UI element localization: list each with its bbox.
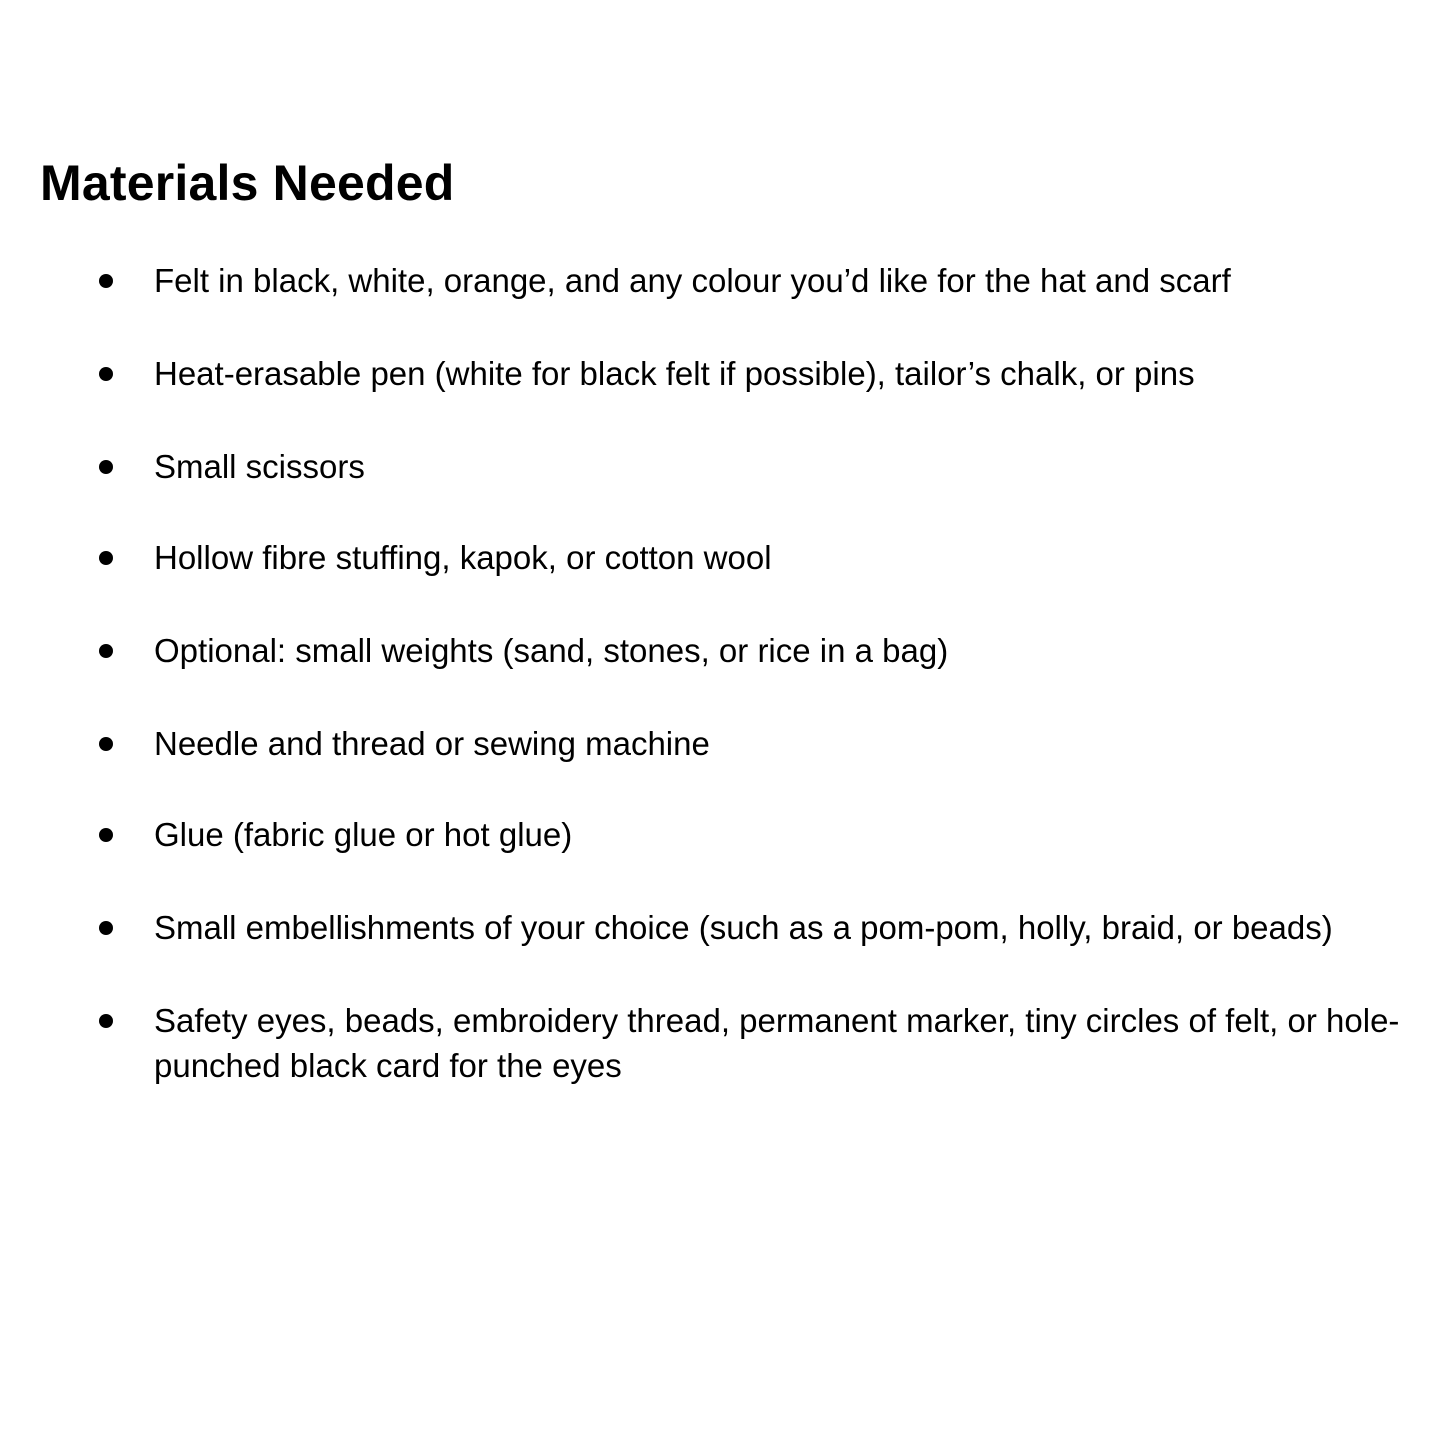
- bullet-icon: [99, 828, 113, 842]
- list-item-text: Glue (fabric glue or hot glue): [154, 816, 573, 853]
- list-item-text: Safety eyes, beads, embroidery thread, permanent marker, tiny circles of felt, or hole-punched black card for the eyes: [154, 1002, 1400, 1084]
- bullet-icon: [99, 737, 113, 751]
- bullet-icon: [99, 274, 113, 288]
- list-item-text: Felt in black, white, orange, and any colour you’d like for the hat and scarf: [154, 262, 1231, 299]
- bullet-icon: [99, 460, 113, 474]
- bullet-icon: [99, 1014, 113, 1028]
- list-item-text: Hollow fibre stuffing, kapok, or cotton wool: [154, 539, 772, 576]
- list-item-text: Optional: small weights (sand, stones, or rice in a bag): [154, 632, 949, 669]
- bullet-icon: [99, 551, 113, 565]
- list-item-text: Heat-erasable pen (white for black felt if possible), tailor’s chalk, or pins: [154, 355, 1195, 392]
- bullet-icon: [99, 367, 113, 381]
- list-item-text: Small scissors: [154, 448, 365, 485]
- bullet-icon: [99, 644, 113, 658]
- page-title: Materials Needed: [40, 155, 455, 211]
- list-item-text: Needle and thread or sewing machine: [154, 725, 710, 762]
- bullet-icon: [99, 921, 113, 935]
- list-item-text: Small embellishments of your choice (such as a pom-pom, holly, braid, or beads): [154, 909, 1333, 946]
